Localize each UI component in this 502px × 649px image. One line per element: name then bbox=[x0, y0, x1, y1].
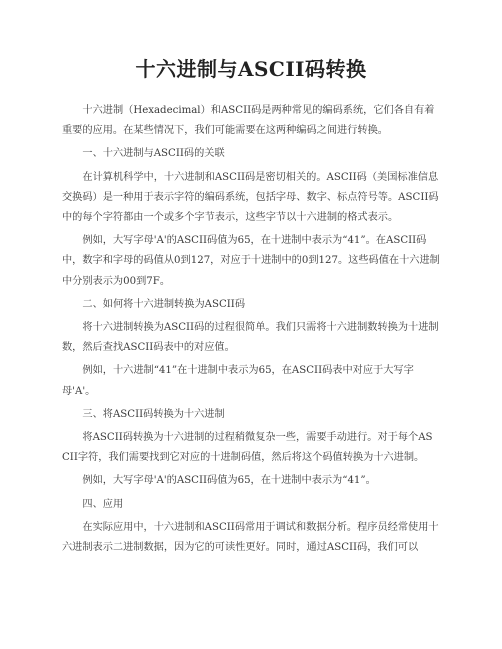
paragraph-intro: 十六进制（Hexadecimal）和ASCII码是两种常见的编码系统，它们各自有着重要的应用。在某些情况下，我们可能需要在这两种编码之间进行转换。 bbox=[62, 105, 435, 137]
section-heading-1: 一、十六进制与ASCII码的关联 bbox=[82, 148, 225, 160]
document-title: 十六进制与ASCII码转换 bbox=[135, 57, 367, 81]
paragraph-hex-to-ascii: 将十六进制转换为ASCII码的过程很简单。我们只需将十六进制数转换为十进制数，然后查找ASCII码表中的对应值。 bbox=[62, 322, 439, 354]
paragraph-example-a: 例如，大写字母'A'的ASCII码值为65，在十进制中表示为“41”。在ASCII码中，数字和字母的码值从0到127，对应于十进制中的0到127。这些码值在十六进制中分别表示为00到7F。 bbox=[62, 235, 440, 287]
paragraph-relation: 在计算机科学中，十六进制和ASCII码是密切相关的。ASCII码（美国标准信息交换码）是一种用于表示字符的编码系统，包括字母、数字、标点符号等。ASCII码中的每个字符都由一个或多个字节表示，这些字节以十六进制的格式表示。 bbox=[62, 171, 439, 224]
section-heading-4: 四、应用 bbox=[82, 498, 124, 510]
paragraph-ascii-to-hex: 将ASCII码转换为十六进制的过程稍微复杂一些，需要手动进行。对于每个ASCII字符，我们需要找到它对应的十进制码值，然后将这个码值转换为十六进制。 bbox=[62, 432, 433, 464]
section-heading-2: 二、如何将十六进制转换为ASCII码 bbox=[82, 298, 246, 310]
section-heading-3: 三、将ASCII码转换为十六进制 bbox=[82, 408, 225, 420]
paragraph-applications: 在实际应用中，十六进制和ASCII码常用于调试和数据分析。程序员经常使用十六进制表示二进制数据，因为它的可读性更好。同时，通过ASCII码，我们可以 bbox=[62, 521, 439, 554]
paragraph-hex-example: 例如，十六进制“41”在十进制中表示为65，在ASCII码表中对应于大写字母'A'。 bbox=[62, 365, 414, 397]
paragraph-ascii-example: 例如，大写字母'A'的ASCII码值为65，在十进制中表示为“41”。 bbox=[82, 475, 376, 487]
